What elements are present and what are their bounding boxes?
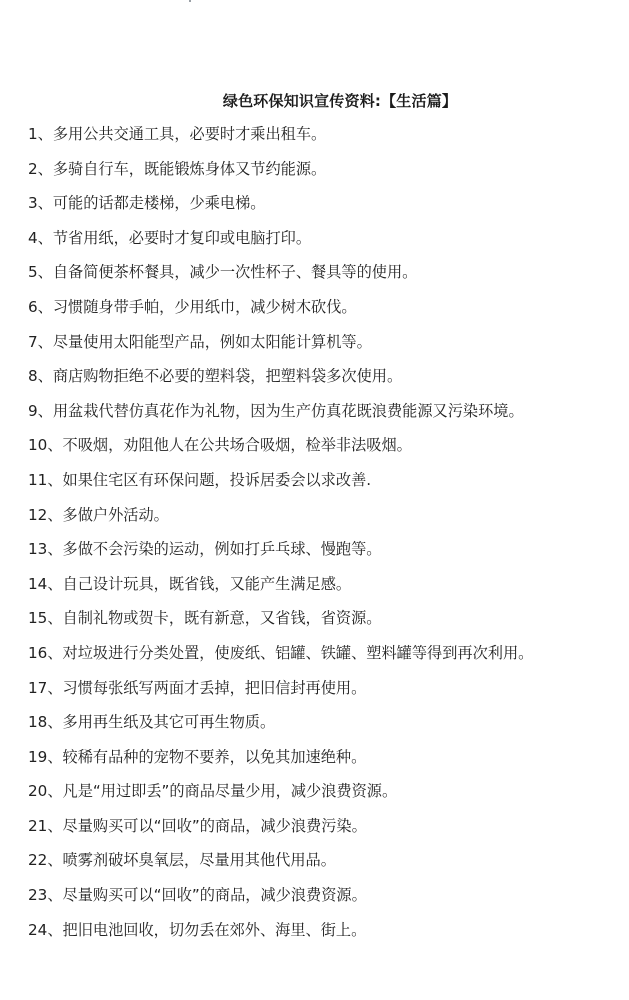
list-item: 13、多做不会污染的运动，例如打乒乓球、慢跑等。 bbox=[28, 540, 382, 559]
stray-dot bbox=[189, 0, 191, 2]
list-item: 6、习惯随身带手帕，少用纸巾，减少树木砍伐。 bbox=[28, 297, 357, 316]
list-item: 5、自备简便茶杯餐具，减少一次性杯子、餐具等的使用。 bbox=[28, 263, 418, 282]
tips-list bbox=[28, 121, 628, 951]
list-item: 12、多做户外活动。 bbox=[28, 505, 169, 524]
list-item: 2、多骑自行车，既能锻炼身体又节约能源。 bbox=[28, 159, 327, 178]
list-item: 24、把旧电池回收，切勿丢在郊外、海里、街上。 bbox=[28, 920, 367, 939]
list-item: 3、可能的话都走楼梯，少乘电梯。 bbox=[28, 194, 266, 213]
list-item: 23、尽量购买可以“回收”的商品，减少浪费资源。 bbox=[28, 886, 367, 905]
list-item: 10、不吸烟，劝阻他人在公共场合吸烟，检举非法吸烟。 bbox=[28, 436, 412, 455]
list-item: 22、喷雾剂破坏臭氧层，尽量用其他代用品。 bbox=[28, 851, 336, 870]
list-item: 7、尽量使用太阳能型产品，例如太阳能计算机等。 bbox=[28, 332, 372, 351]
list-item: 4、节省用纸，必要时才复印或电脑打印。 bbox=[28, 228, 312, 247]
list-item: 11、如果住宅区有环保问题，投诉居委会以求改善. bbox=[28, 470, 372, 489]
list-item: 14、自己设计玩具，既省钱，又能产生满足感。 bbox=[28, 574, 352, 593]
list-item: 18、多用再生纸及其它可再生物质。 bbox=[28, 713, 276, 732]
list-item: 17、习惯每张纸写两面才丢掉，把旧信封再使用。 bbox=[28, 678, 367, 697]
list-item: 21、尽量购买可以“回收”的商品，减少浪费污染。 bbox=[28, 816, 367, 835]
list-item: 9、用盆栽代替仿真花作为礼物，因为生产仿真花既浪费能源又污染环境。 bbox=[28, 401, 524, 420]
list-item: 1、多用公共交通工具，必要时才乘出租车。 bbox=[28, 125, 327, 143]
list-item: 19、较稀有品种的宠物不要养，以免其加速绝种。 bbox=[28, 747, 367, 766]
document-title: 绿色环保知识宣传资料:【生活篇】 bbox=[222, 92, 458, 110]
list-item: 15、自制礼物或贺卡，既有新意，又省钱，省资源。 bbox=[28, 609, 382, 628]
list-item: 16、对垃圾进行分类处置，使废纸、铝罐、铁罐、塑料罐等得到再次利用。 bbox=[28, 643, 534, 662]
list-item: 20、凡是“用过即丢”的商品尽量少用，减少浪费资源。 bbox=[28, 782, 398, 801]
list-item: 8、商店购物拒绝不必要的塑料袋，把塑料袋多次使用。 bbox=[28, 367, 403, 386]
